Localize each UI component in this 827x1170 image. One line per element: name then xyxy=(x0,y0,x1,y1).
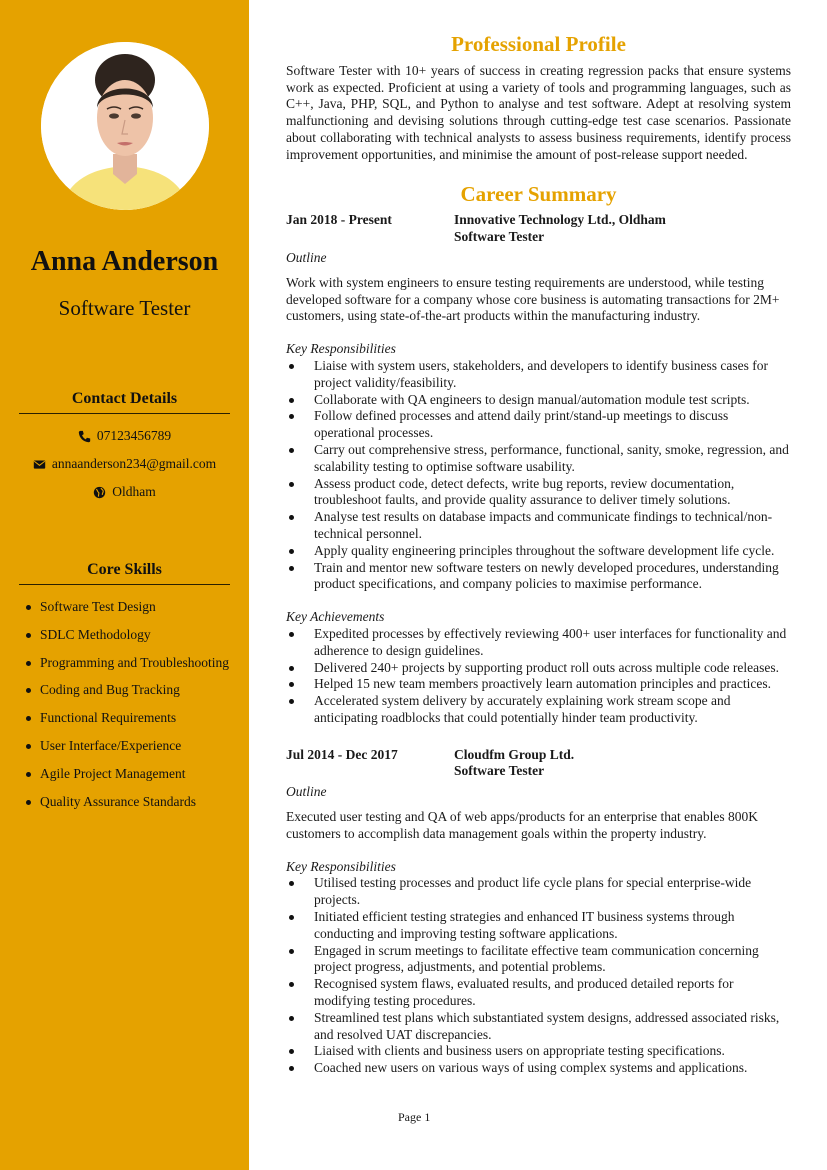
contact-phone[interactable] xyxy=(0,428,249,444)
list-item: Train and mentor new software testers on newly developed procedures, understanding product specifications, and company policies to maximise performance. xyxy=(286,560,791,594)
skill-item: SDLC Methodology xyxy=(26,626,229,654)
outline-label: Outline xyxy=(286,784,327,800)
job-entry xyxy=(286,747,791,1077)
skill-item: Agile Project Management xyxy=(26,765,229,793)
job-outline: Work with system engineers to ensure testing requirements are understood, while testing developed software for a company whose core business is automating transactions for 2M+ customers, using state-of-the-art products within the manufacturing industry. xyxy=(286,274,780,324)
profile-summary: Software Tester with 10+ years of success in creating regression packs that ensure systems work as expected. Proficient at using a variety of tools and programming languages, such as C++, Java, PHP, SQL, and Python to analyse and test software. Adept at resolving system malfunctioning and devising solutions through cutting-edge test case scenarios. Passionate about collaborating with technical analysts to assess business requirements, identify process improvement opportunities, and minimise the amount of post-release support needed. xyxy=(286,62,791,162)
job-org xyxy=(454,747,574,781)
phone-icon xyxy=(78,430,91,443)
list-item: Apply quality engineering principles throughout the software development life cycle. xyxy=(286,543,791,560)
list-item: Carry out comprehensive stress, performance, functional, sanity, smoke, regression, and scalability testing to optimise software usability. xyxy=(286,442,791,476)
phone-number: 07123456789 xyxy=(96,428,172,443)
job-org xyxy=(454,212,666,246)
list-item: Delivered 240+ projects by supporting product roll outs across multiple code releases. xyxy=(286,660,791,677)
achievements-list xyxy=(286,626,791,727)
skill-item: Programming and Troubleshooting xyxy=(26,654,229,682)
skill-item: User Interface/Experience xyxy=(26,737,229,765)
list-item: Streamlined test plans which substantiated system designs, addressed associated risks, and resolved UAT discrepancies. xyxy=(286,1010,791,1044)
list-item: Analyse test results on database impacts and communicate findings to technical/non-technical personnel. xyxy=(286,509,791,543)
profile-heading: Professional Profile xyxy=(451,32,626,56)
job-dates: Jan 2018 - Present xyxy=(286,212,392,228)
job-company: Innovative Technology Ltd., Oldham xyxy=(454,212,666,228)
skill-item: Functional Requirements xyxy=(26,709,229,737)
skills-heading: Core Skills xyxy=(19,561,230,585)
responsibilities-label: Key Responsibilities xyxy=(286,858,396,874)
outline-label: Outline xyxy=(286,249,327,265)
contact-location xyxy=(0,484,249,500)
list-item: Recognised system flaws, evaluated results, and produced detailed reports for modifying testing procedures. xyxy=(286,976,791,1010)
job-title: Software Tester xyxy=(454,763,545,779)
list-item: Collaborate with QA engineers to design manual/automation module test scripts. xyxy=(286,392,791,409)
skill-item: Quality Assurance Standards xyxy=(26,793,229,821)
sidebar xyxy=(0,0,249,1170)
email-address: annaanderson234@gmail.com xyxy=(51,456,217,471)
envelope-icon xyxy=(33,458,46,471)
skill-item: Software Test Design xyxy=(26,598,229,626)
main-content xyxy=(286,0,791,1077)
list-item: Liaise with system users, stakeholders, and developers to identify business cases for project validity/feasibility. xyxy=(286,358,791,392)
skill-item: Coding and Bug Tracking xyxy=(26,681,229,709)
skills-list xyxy=(26,598,229,820)
list-item: Engaged in scrum meetings to facilitate effective team communication concerning project progress, adjustments, and potential problems. xyxy=(286,943,791,977)
page-number: Page 1 xyxy=(398,1110,431,1124)
responsibilities-list xyxy=(286,875,791,1077)
contact-heading: Contact Details xyxy=(19,390,230,414)
job-dates: Jul 2014 - Dec 2017 xyxy=(286,746,398,762)
list-item: Assess product code, detect defects, write bug reports, review documentation, troubleshoot faults, and provide quality assurance to deliver timely solutions. xyxy=(286,476,791,510)
profile-photo xyxy=(41,42,209,210)
responsibilities-list xyxy=(286,358,791,593)
contact-email[interactable] xyxy=(0,456,249,472)
candidate-role: Software Tester xyxy=(58,296,191,320)
job-company: Cloudfm Group Ltd. xyxy=(454,746,575,762)
job-outline: Executed user testing and QA of web apps/products for an enterprise that enables 800K customers to accomplish data management goals within the property industry. xyxy=(286,809,758,841)
list-item: Liaised with clients and business users on appropriate testing specifications. xyxy=(286,1043,791,1060)
list-item: Accelerated system delivery by accurately explaining work stream scope and anticipating roadblocks that could potentially hinder team productivity. xyxy=(286,693,791,727)
career-heading: Career Summary xyxy=(460,181,617,206)
responsibilities-label: Key Responsibilities xyxy=(286,341,396,357)
list-item: Initiated efficient testing strategies and enhanced IT business systems through conducting and improving testing software applications. xyxy=(286,909,791,943)
list-item: Expedited processes by effectively reviewing 400+ user interfaces for functionality and adherence to design guidelines. xyxy=(286,626,791,660)
list-item: Helped 15 new team members proactively learn automation principles and practices. xyxy=(286,676,791,693)
location-text: Oldham xyxy=(112,484,156,499)
job-entry xyxy=(286,212,791,726)
list-item: Follow defined processes and attend daily print/stand-up meetings to discuss operational processes. xyxy=(286,408,791,442)
portrait-image xyxy=(41,42,209,210)
job-header xyxy=(286,747,791,781)
candidate-name: Anna Anderson xyxy=(30,246,219,277)
globe-icon xyxy=(93,486,106,499)
job-title: Software Tester xyxy=(454,229,545,245)
achievements-label: Key Achievements xyxy=(286,609,385,625)
job-header xyxy=(286,212,791,246)
list-item: Coached new users on various ways of using complex systems and applications. xyxy=(286,1060,791,1077)
list-item: Utilised testing processes and product life cycle plans for special enterprise-wide projects. xyxy=(286,875,791,909)
